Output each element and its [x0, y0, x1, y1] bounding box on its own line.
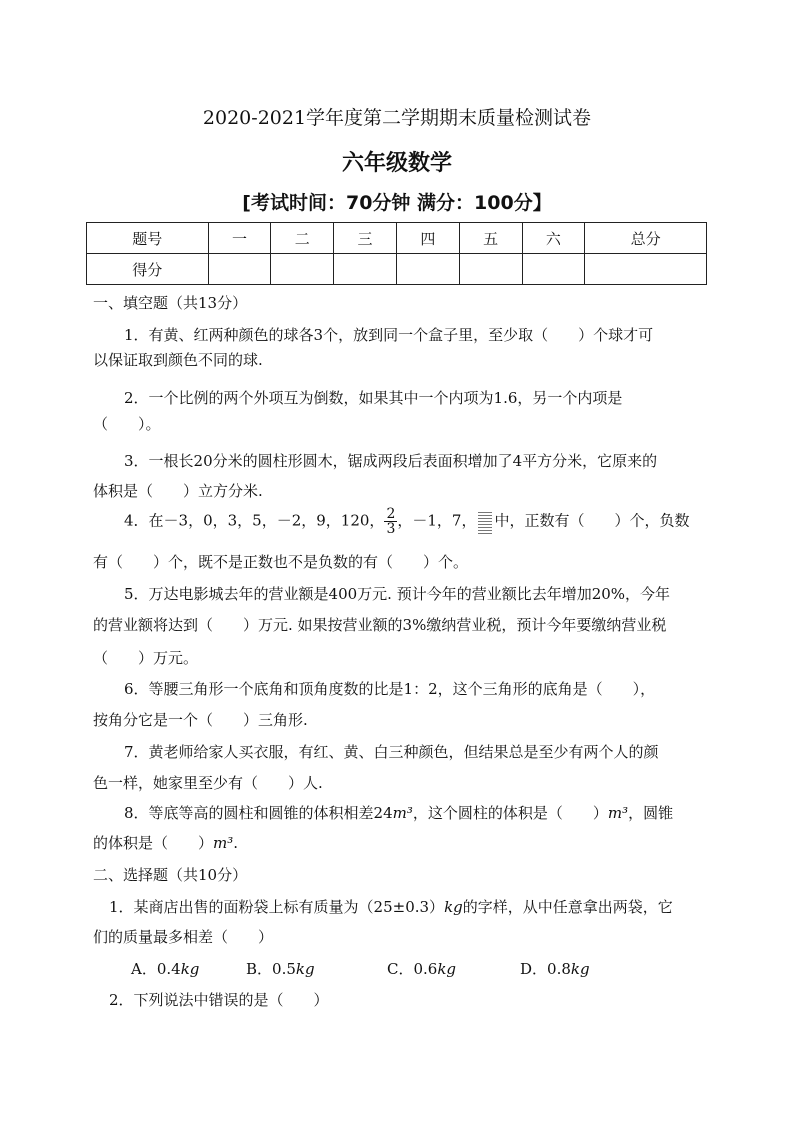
unit-kg: kg	[295, 960, 315, 978]
question-1-1-line2: 以保证取到颜色不同的球.	[93, 351, 263, 369]
option-a[interactable]	[131, 958, 199, 979]
unit-kg: kg	[437, 960, 457, 978]
unit-m3: m³	[392, 804, 413, 822]
score-entry-cell[interactable]	[396, 254, 459, 285]
score-cell: 一	[208, 223, 271, 254]
option-c[interactable]	[387, 958, 456, 979]
score-entry-cell[interactable]	[522, 254, 585, 285]
question-2-1-line2: 们的质量最多相差（ ）	[93, 928, 274, 946]
scribbled-number-image	[478, 510, 492, 534]
score-table-header-row	[87, 223, 707, 254]
question-1-6-line2: 按角分它是一个（ ）三角形.	[93, 711, 308, 729]
question-1-1-line1: 1．有黄、红两种颜色的球各3个，放到同一个盒子里，至少取（ ）个球才可	[124, 326, 654, 344]
fraction	[384, 507, 397, 536]
question-1-5-line1: 5．万达电影城去年的营业额是400万元. 预计今年的营业额比去年增加20%，今年	[124, 585, 671, 603]
question-1-8-text-e: .	[233, 834, 239, 852]
question-1-2-line2: （ ）。	[93, 415, 161, 433]
option-b[interactable]	[246, 958, 315, 979]
score-row-label: 得分	[87, 254, 209, 285]
score-cell: 三	[334, 223, 397, 254]
section1-heading: 一、填空题（共13分）	[93, 294, 248, 312]
question-1-4-line1	[124, 507, 689, 536]
question-1-7-line1: 7．黄老师给家人买衣服，有红、黄、白三种颜色，但结果总是至少有两个人的颜	[124, 743, 659, 761]
question-1-8-text-a: 8．等底等高的圆柱和圆锥的体积相差24	[124, 804, 393, 822]
score-entry-cell[interactable]	[271, 254, 334, 285]
score-cell: 四	[396, 223, 459, 254]
option-label: D．0.8	[520, 960, 571, 978]
question-2-1-text-b: 的字样，从中任意拿出两袋，它	[462, 898, 673, 916]
option-label: A．0.4	[131, 960, 181, 978]
question-1-4-text-b: ，－1，7，	[397, 511, 477, 530]
exam-title: 2020-2021学年度第二学期期末质量检测试卷	[202, 107, 592, 129]
score-table-score-row	[87, 254, 707, 285]
score-table	[86, 222, 707, 285]
fraction-numerator: 2	[386, 506, 396, 522]
score-entry-cell[interactable]	[459, 254, 522, 285]
question-1-5-line3: （ ）万元。	[93, 649, 199, 667]
score-cell: 总分	[585, 223, 707, 254]
score-cell: 题号	[87, 223, 209, 254]
question-1-8-text-d: 的体积是（ ）	[93, 834, 214, 852]
score-entry-cell[interactable]	[208, 254, 271, 285]
question-2-2-line1: 2．下列说法中错误的是（ ）	[109, 991, 329, 1009]
question-1-3-line1: 3．一根长20分米的圆柱形圆木，锯成两段后表面积增加了4平方分米，它原来的	[124, 452, 658, 470]
question-1-8-line2	[93, 832, 238, 853]
question-1-8-text-b: ，这个圆柱的体积是（ ）	[412, 804, 608, 822]
unit-m3: m³	[213, 834, 234, 852]
question-1-4-text-a: 4．在－3，0，3，5，－2，9，120，	[124, 511, 385, 530]
question-1-6-line1: 6．等腰三角形一个底角和顶角度数的比是1：2，这个三角形的底角是（ ），	[124, 680, 656, 698]
question-1-3-line2: 体积是（ ）立方分米.	[93, 482, 263, 500]
question-1-8-line1	[124, 802, 673, 823]
option-label: B．0.5	[246, 960, 296, 978]
score-entry-cell[interactable]	[334, 254, 397, 285]
question-2-1-line1	[109, 896, 673, 917]
score-cell: 五	[459, 223, 522, 254]
question-2-1-text-a: 1．某商店出售的面粉袋上标有质量为（25±0.3）	[109, 898, 445, 916]
question-1-4-text-c: 中，正数有（ ）个，负数	[494, 511, 690, 530]
option-label: C．0.6	[387, 960, 438, 978]
question-1-8-text-c: ，圆锥	[628, 804, 674, 822]
section2-heading: 二、选择题（共10分）	[93, 866, 248, 884]
fraction-denominator: 3	[386, 521, 396, 537]
exam-subtitle: 六年级数学	[341, 151, 452, 176]
question-1-5-line2: 的营业额将达到（ ）万元. 如果按营业额的3%缴纳营业税，预计今年要缴纳营业税	[93, 616, 667, 634]
score-cell: 六	[522, 223, 585, 254]
question-1-2-line1: 2．一个比例的两个外项互为倒数，如果其中一个内项为1.6，另一个内项是	[124, 389, 623, 407]
option-d[interactable]	[520, 958, 590, 979]
exam-info: [考试时间：70分钟 满分：100分】	[242, 192, 552, 214]
unit-m3: m³	[607, 804, 629, 822]
question-1-4-line2: 有（ ）个，既不是正数也不是负数的有（ ）个。	[93, 553, 469, 571]
question-1-7-line2: 色一样，她家里至少有（ ）人.	[93, 774, 323, 792]
score-entry-cell[interactable]	[585, 254, 707, 285]
unit-kg: kg	[180, 960, 200, 978]
unit-kg: kg	[570, 960, 590, 978]
score-cell: 二	[271, 223, 334, 254]
unit-kg: kg	[444, 898, 463, 916]
